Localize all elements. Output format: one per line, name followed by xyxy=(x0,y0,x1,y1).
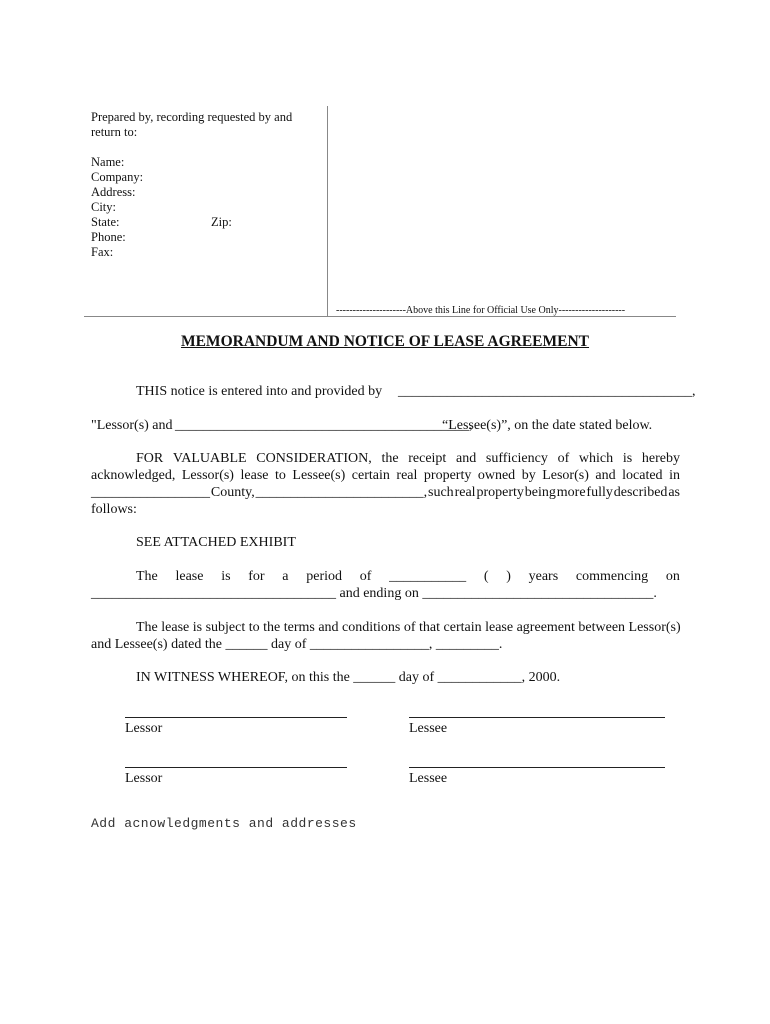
lessor-label-1: Lessor xyxy=(125,721,163,736)
word: owned xyxy=(477,468,516,483)
word: CONSIDERATION, xyxy=(256,451,372,466)
lessee-label-2: Lessee xyxy=(409,771,448,786)
word: acknowledged, xyxy=(91,468,176,483)
word: sufficiency xyxy=(485,451,548,466)
word: of xyxy=(359,569,372,584)
word: the xyxy=(381,451,399,466)
word: lease xyxy=(240,468,269,483)
word: such xyxy=(428,485,454,500)
consideration-line-2 xyxy=(91,468,680,484)
word: and xyxy=(456,451,477,466)
zip-label: Zip: xyxy=(211,215,232,229)
word: The xyxy=(136,569,158,584)
city-label: City: xyxy=(91,200,117,214)
word: receipt xyxy=(408,451,447,466)
word: FOR xyxy=(136,451,164,466)
state-label: State: xyxy=(91,215,120,229)
word: County, xyxy=(210,485,255,500)
word: on xyxy=(665,569,680,584)
word: as xyxy=(668,485,680,500)
witness-clause: IN WITNESS WHEREOF, on this the ______ day of ____________, 2000. xyxy=(136,670,561,685)
fax-label: Fax: xyxy=(91,245,114,259)
consideration-line-4: follows: xyxy=(91,502,137,517)
notice-text: THIS notice is entered into and provided by xyxy=(136,384,383,399)
official-use-line: ---------------------Above this Line for Official Use Only-------------------- xyxy=(336,305,626,316)
word: described xyxy=(613,485,668,500)
lessors-start: "Lessor(s) and xyxy=(91,418,173,433)
word: in xyxy=(669,468,680,483)
word: to xyxy=(275,468,286,483)
exhibit-reference: SEE ATTACHED EXHIBIT xyxy=(136,535,296,550)
word: period xyxy=(306,569,342,584)
word: ( xyxy=(483,569,489,584)
word: _________________ xyxy=(91,485,210,500)
word: Lessee(s) xyxy=(292,468,346,483)
period-line-2: ___________________________________ and ending on _________________________________. xyxy=(91,586,657,601)
lessee-signature-line-1 xyxy=(409,717,665,718)
word: VALUABLE xyxy=(172,451,247,466)
subject-line-1: The lease is subject to the terms and conditions of that certain lease agreement between Lessor(s) xyxy=(136,620,681,635)
document-title: MEMORANDUM AND NOTICE OF LEASE AGREEMENT xyxy=(180,333,590,350)
word: of xyxy=(557,451,570,466)
word: is xyxy=(622,451,633,466)
header-divider-vertical xyxy=(327,106,328,316)
word: fully xyxy=(586,485,613,500)
word: real xyxy=(454,485,476,500)
period-line-1 xyxy=(136,569,680,585)
word: ___________ xyxy=(389,569,467,584)
consideration-line-1 xyxy=(136,451,680,467)
word: a xyxy=(282,569,289,584)
company-label: Company: xyxy=(91,170,144,184)
prepared-by-line-1: Prepared by, recording requested by and xyxy=(91,110,293,124)
word: lease xyxy=(175,569,204,584)
lessors-blank: __________________________________________, xyxy=(175,418,473,433)
word: ________________________, xyxy=(255,485,428,500)
word: Lesor(s) xyxy=(542,468,589,483)
word: is xyxy=(221,569,231,584)
word: by xyxy=(521,468,536,483)
word: hereby xyxy=(641,451,680,466)
word: for xyxy=(248,569,265,584)
word: years xyxy=(528,569,559,584)
word: property xyxy=(476,485,524,500)
word: real xyxy=(396,468,418,483)
name-label: Name: xyxy=(91,155,125,169)
notice-blank: __________________________________________, xyxy=(398,384,696,399)
word: and xyxy=(595,468,616,483)
lessor-signature-line-2 xyxy=(125,767,347,768)
word: Lessor(s) xyxy=(181,468,234,483)
word: which xyxy=(578,451,614,466)
subject-line-2: and Lessee(s) dated the ______ day of _________________, _________. xyxy=(91,637,503,652)
lessee-label-1: Lessee xyxy=(409,721,448,736)
footer-note: Add acnowledgments and addresses xyxy=(91,816,357,831)
lessor-label-2: Lessor xyxy=(125,771,163,786)
header-divider-horizontal xyxy=(84,316,676,317)
word: located xyxy=(622,468,663,483)
word: more xyxy=(556,485,586,500)
word: certain xyxy=(351,468,390,483)
lessors-end: “Lessee(s)”, on the date stated below. xyxy=(442,418,653,433)
word: property xyxy=(423,468,472,483)
lessee-signature-line-2 xyxy=(409,767,665,768)
consideration-line-3 xyxy=(91,485,680,501)
word: ) xyxy=(506,569,511,584)
lessor-signature-line-1 xyxy=(125,717,347,718)
word: being xyxy=(524,485,556,500)
word: commencing xyxy=(575,569,649,584)
address-label: Address: xyxy=(91,185,136,199)
phone-label: Phone: xyxy=(91,230,126,244)
prepared-by-line-2: return to: xyxy=(91,125,138,139)
